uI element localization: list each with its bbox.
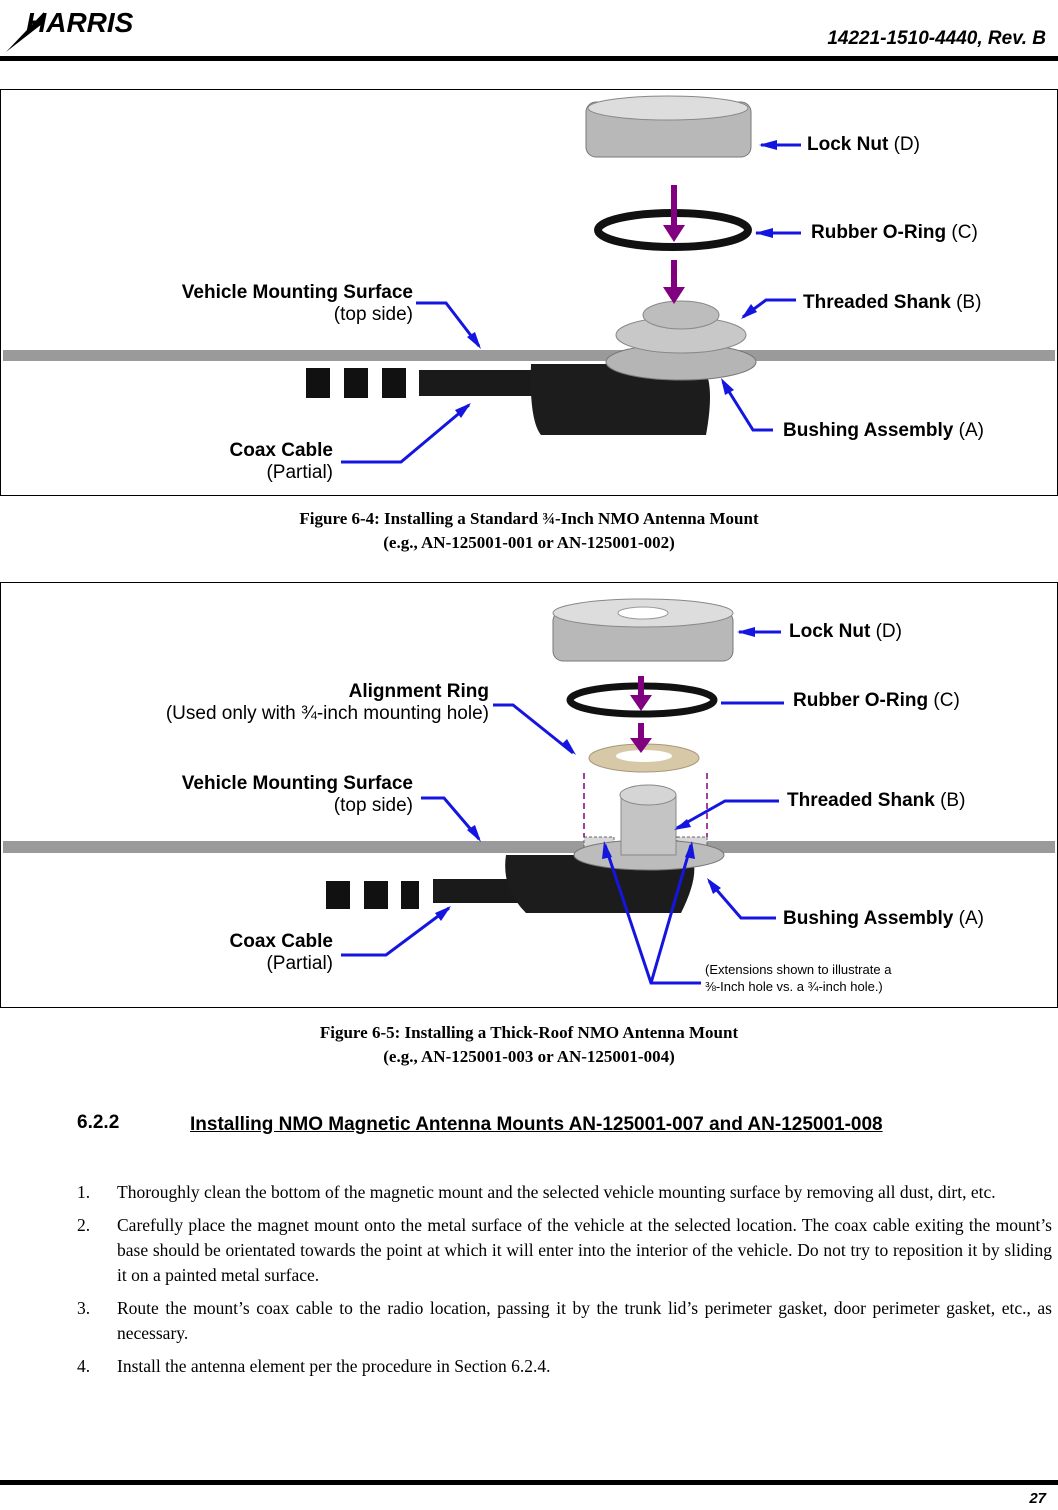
step-text: Carefully place the magnet mount onto the metal surface of the vehicle at the selected location. The coax cable exiting the mount’s base should be orientated towards the point at which it will enter into the interior of the vehicle. Do not try to reposition it by sliding it on a painted metal surface. (117, 1215, 1052, 1285)
step-item (77, 1354, 1052, 1379)
step-text: Route the mount’s coax cable to the radio location, passing it by the trunk lid’s perimeter gasket, door perimeter gasket, etc., as necessary. (117, 1298, 1052, 1343)
callout-bushing (709, 881, 776, 918)
section-number: 6.2.2 (77, 1112, 120, 1133)
label-vehicle-mounting-surface: Vehicle Mounting Surface (top side) (181, 773, 413, 816)
label-extensions-note: (Extensions shown to illustrate a ⅜-Inch hole vs. a ¾-inch hole.) (705, 962, 892, 994)
callout-coax (341, 908, 449, 955)
callout-surface (416, 303, 479, 346)
label-coax-cable: Coax Cable (Partial) (229, 440, 333, 483)
step-text: Thoroughly clean the bottom of the magnetic mount and the selected vehicle mounting surface by removing all dust, dirt, etc. (117, 1182, 996, 1202)
step-item (77, 1296, 1052, 1346)
header-rule (0, 56, 1058, 61)
mounting-surface (3, 841, 1055, 853)
coax-body (419, 370, 549, 396)
step-item (77, 1180, 1052, 1205)
coax-segment (382, 368, 406, 398)
coax-segment (326, 881, 350, 909)
callout-coax (341, 405, 469, 462)
step-number: 1. (77, 1182, 91, 1202)
label-threaded-shank: Threaded Shank (B) (803, 292, 982, 313)
procedure-steps (77, 1180, 1052, 1387)
step-text: Install the antenna element per the procedure in Section 6.2.4. (117, 1356, 551, 1376)
figure-6-5 (0, 582, 1058, 1008)
figure-6-4-caption-line2: (e.g., AN-125001-001 or AN-125001-002) (383, 533, 675, 552)
label-lock-nut: Lock Nut (D) (789, 621, 902, 642)
harris-logo (4, 4, 204, 54)
figure-6-4-caption-line1: Figure 6-4: Installing a Standard ¾-Inch NMO Antenna Mount (299, 509, 759, 528)
step-number: 4. (77, 1356, 91, 1376)
step-number: 2. (77, 1215, 91, 1235)
coax-segment (344, 368, 368, 398)
label-bushing-assembly: Bushing Assembly (A) (783, 420, 984, 441)
coax-segment (364, 881, 388, 909)
coax-segment (401, 881, 419, 909)
footer-rule (0, 1480, 1058, 1485)
mounting-surface (3, 350, 1055, 361)
document-number: 14221-1510-4440, Rev. B (827, 28, 1046, 49)
coax-segment (306, 368, 330, 398)
figure-6-4 (0, 89, 1058, 496)
label-bushing-assembly: Bushing Assembly (A) (783, 908, 984, 929)
step-number: 3. (77, 1298, 91, 1318)
label-lock-nut: Lock Nut (D) (807, 134, 920, 155)
callout-alignment-ring (493, 705, 573, 753)
callout-surface (421, 798, 479, 839)
label-rubber-o-ring: Rubber O-Ring (C) (811, 222, 978, 243)
logo-text: HARRIS (26, 7, 134, 38)
label-threaded-shank: Threaded Shank (B) (787, 790, 966, 811)
callout-threaded-shank (677, 801, 779, 828)
figure-6-5-caption-line1: Figure 6-5: Installing a Thick-Roof NMO Antenna Mount (319, 1023, 739, 1042)
label-rubber-o-ring: Rubber O-Ring (C) (793, 690, 960, 711)
step-item (77, 1213, 1052, 1288)
page-number: 27 (1029, 1490, 1046, 1507)
figure-6-5-caption-line2: (e.g., AN-125001-003 or AN-125001-004) (383, 1047, 675, 1066)
section-title: Installing NMO Magnetic Antenna Mounts AN-125001-007 and AN-125001-008 (190, 1114, 883, 1135)
label-vehicle-mounting-surface: Vehicle Mounting Surface (top side) (181, 282, 413, 325)
label-coax-cable: Coax Cable (Partial) (229, 931, 333, 974)
label-alignment-ring: Alignment Ring (Used only with ¾-inch mounting hole) (165, 681, 489, 724)
